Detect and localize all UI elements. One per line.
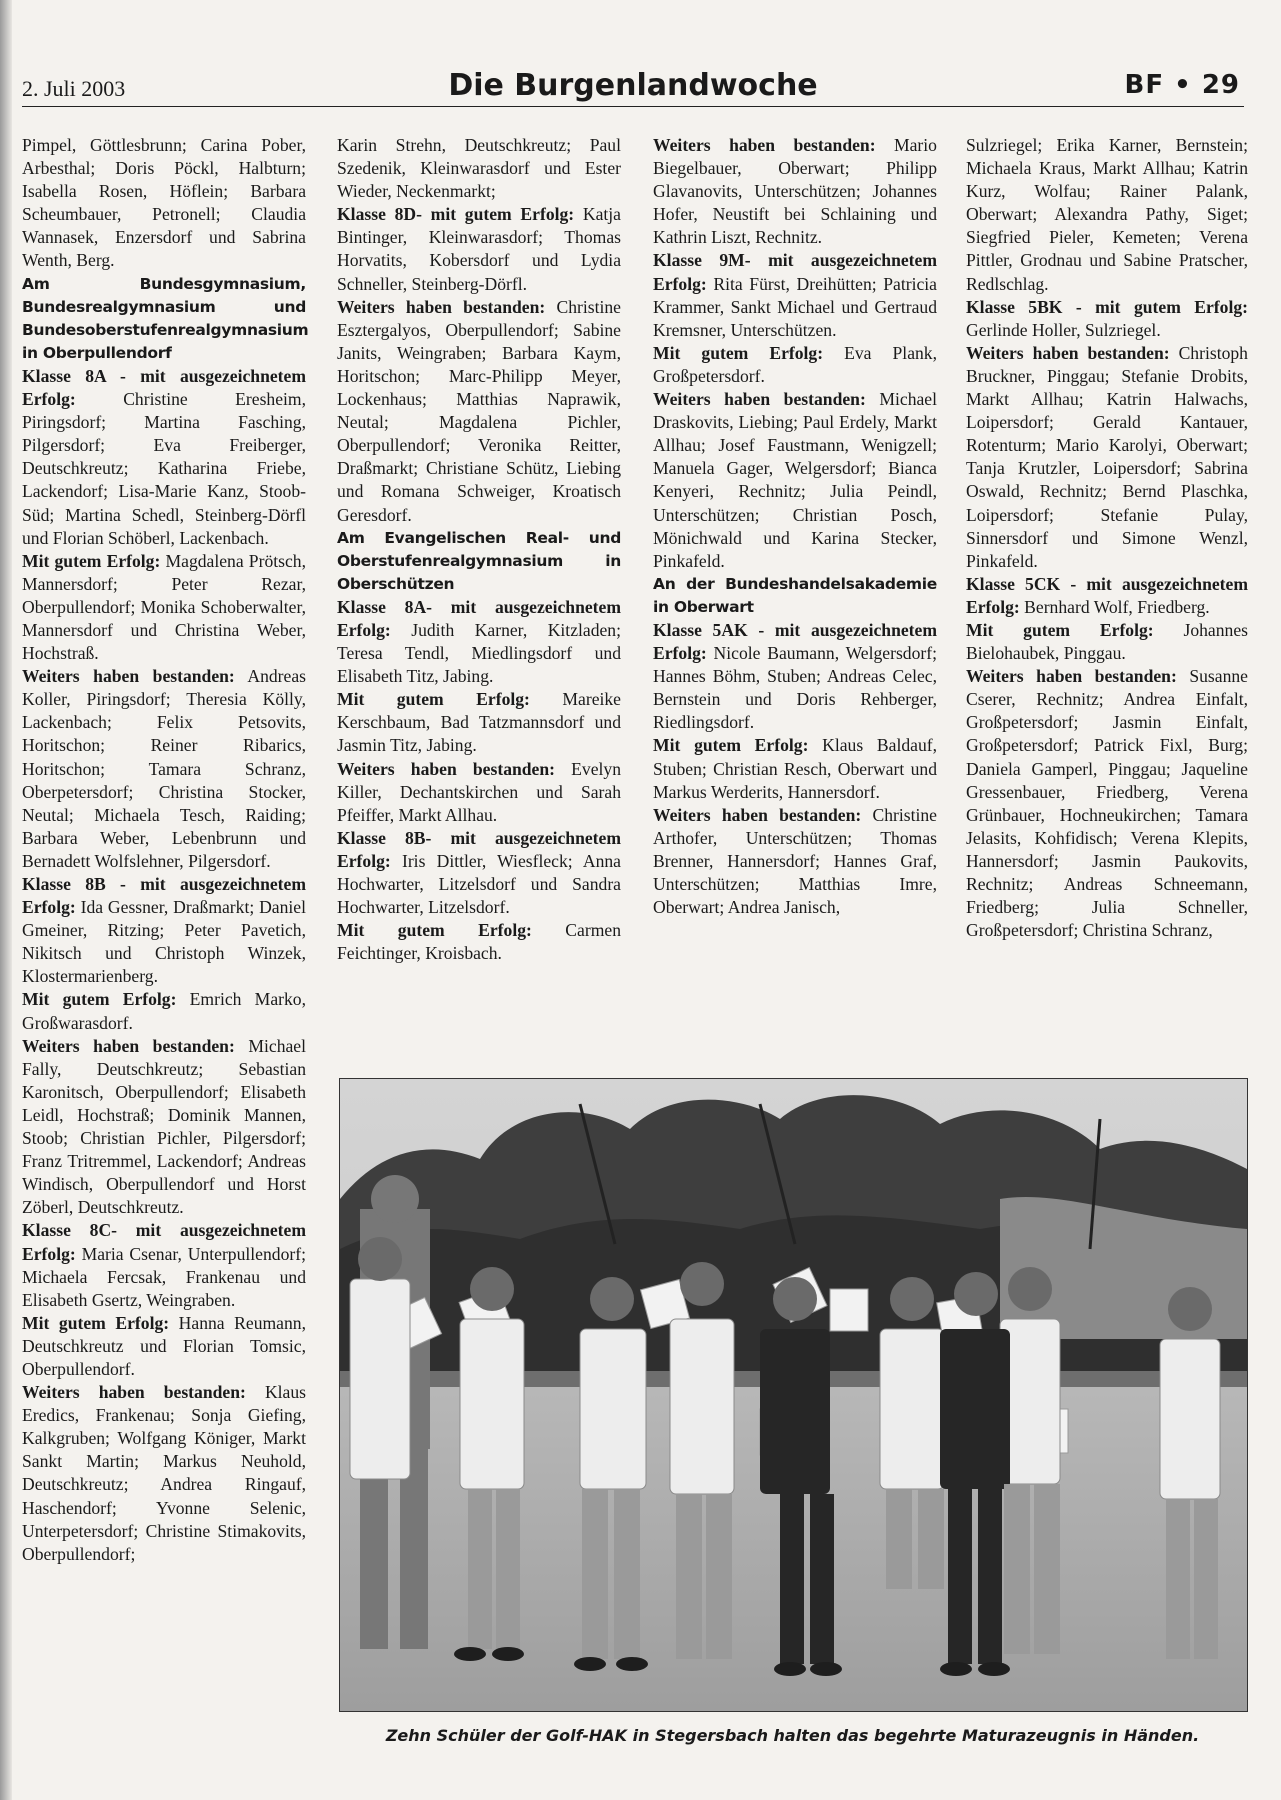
text-column-2: [337, 134, 621, 1062]
paragraph-label: Klasse 8B - mit ausgezeichnetem Erfolg:: [22, 874, 306, 918]
paragraph-text: Karin Strehn, Deutschkreutz; Paul Szedenik, Kleinwarasdorf und Ester Wieder, Neckenmarkt;: [337, 135, 621, 202]
paragraph-text: Michael Draskovits, Liebing; Paul Erdely, Markt Allhau; Josef Faustmann, Wenigzell; Manuela Gager, Welgersdorf; Bianca Kenyeri, Rechnitz; Julia Peindl, Unterschützen; Christian Posch, Mönichwald und Karina Stecker, Pinkafeld.: [653, 389, 937, 571]
paragraph-text: Klaus Baldauf, Stuben; Christian Resch, Oberwart und Markus Werderits, Hannersdorf.: [653, 735, 937, 802]
paragraph-label: Weiters haben bestanden:: [22, 1035, 235, 1056]
result-paragraph: [22, 134, 306, 273]
page-number: BF • 29: [1124, 70, 1240, 100]
result-paragraph: [966, 134, 1248, 296]
section-heading: Am Bundesgymnasium, Bundesrealgymnasium und Bundesoberstufenrealgymnasium in Oberpullendorf: [22, 274, 309, 362]
newspaper-title: Die Burgenlandwoche: [448, 68, 818, 103]
paragraph-text: Evelyn Killer, Dechantskirchen und Sarah Pfeiffer, Markt Allhau.: [337, 758, 621, 825]
paragraph-text: Eva Plank, Großpetersdorf.: [653, 342, 937, 386]
paragraph-text: Johannes Bielohaubek, Pinggau.: [966, 619, 1248, 664]
result-paragraph: [966, 342, 1248, 573]
paragraph-text: Gerlinde Holler, Sulzriegel.: [966, 319, 1161, 340]
paragraph-text: Christine Eresheim, Piringsdorf; Martina Fasching, Pilgersdorf; Eva Freiberger, Deutschkreutz; Katharina Friebe, Lackendorf; Lisa-Marie Kanz, Stoob-Süd; Martina Schedl, Steinberg-Dörfl und Florian Schöberl, Lackenbach.: [22, 389, 306, 548]
paragraph-text: Mario Biegelbauer, Oberwart; Philipp Glavanovits, Unterschützen; Johannes Hofer, Neustift bei Schlaining und Kathrin Liszt, Rechnitz.: [653, 135, 937, 248]
paragraph-text: Susanne Cserer, Rechnitz; Andrea Einfalt, Großpetersdorf; Jasmin Einfalt, Großpetersdorf; Patrick Fixl, Burg; Daniela Gamperl, Pinggau; Jaqueline Gressenbauer, Friedberg, Verena Grünbauer, Hochneukirchen; Tamara Jelasits, Kohfidisch; Verena Klepits, Hannersdorf; Jasmin Paukovits, Rechnitz; Andreas Schneemann, Friedberg; Julia Schneller, Großpetersdorf; Christina Schranz,: [966, 666, 1248, 941]
result-paragraph: [337, 688, 621, 757]
result-paragraph: [337, 134, 621, 203]
result-paragraph: [337, 827, 621, 919]
paragraph-text: Emrich Marko, Großwarasdorf.: [22, 989, 306, 1033]
section-heading: Am Evangelischen Real- und Oberstufenrealgymnasium in Oberschützen: [337, 528, 621, 593]
paragraph-label: Klasse 9M- mit ausgezeichnetem Erfolg:: [653, 250, 937, 294]
result-paragraph: [22, 1381, 306, 1566]
result-paragraph: [22, 365, 306, 550]
paragraph-label: Klasse 8B- mit ausgezeichnetem Erfolg:: [337, 827, 621, 871]
page-edge-shadow: [0, 0, 12, 1800]
paragraph-label: Weiters haben bestanden:: [653, 135, 876, 155]
paragraph-label: Klasse 5AK - mit ausgezeichnetem Erfolg:: [653, 619, 937, 664]
paragraph-label: Mit gutem Erfolg:: [653, 342, 824, 363]
paragraph-label: Mit gutem Erfolg:: [22, 1312, 170, 1333]
result-paragraph: [653, 342, 937, 388]
group-photo: [339, 1078, 1248, 1712]
result-paragraph: [22, 873, 306, 988]
paragraph-label: Mit gutem Erfolg:: [337, 920, 532, 941]
paragraph-label: Mit gutem Erfolg:: [653, 735, 809, 756]
paragraph-text: Katja Bintinger, Kleinwarasdorf; Thomas Horvatits, Kobersdorf und Lydia Schneller, Steinberg-Dörfl.: [337, 204, 621, 294]
paragraph-text: Ida Gessner, Draßmarkt; Daniel Gmeiner, Ritzing; Peter Pavetich, Nikitsch und Christoph Winzek, Klostermarienberg.: [22, 897, 306, 987]
paragraph-text: Rita Fürst, Dreihütten; Patricia Krammer, Sankt Michael und Gertraud Kremsner, Unterschützen.: [653, 273, 937, 340]
paragraph-text: Christine Arthofer, Unterschützen; Thomas Brenner, Hannersdorf; Hannes Graf, Unterschützen; Matthias Imre, Oberwart; Andrea Janisch,: [653, 804, 937, 918]
paragraph-label: Mit gutem Erfolg:: [22, 550, 161, 571]
paragraph-text: Klaus Eredics, Frankenau; Sonja Giefing, Kalkgruben; Wolfgang Königer, Markt Sankt Martin; Markus Neuhold, Deutschkreutz; Andrea Ringauf, Haschendorf; Yvonne Selenic, Unterpetersdorf; Christine Stimakovits, Oberpullendorf;: [22, 1382, 306, 1564]
paragraph-text: Maria Csenar, Unterpullendorf; Michaela Fercsak, Frankenau und Elisabeth Gsertz, Weingraben.: [22, 1243, 306, 1310]
paragraph-label: Mit gutem Erfolg:: [22, 989, 177, 1010]
paragraph-text: Sulzriegel; Erika Karner, Bernstein; Michaela Kraus, Markt Allhau; Katrin Kurz, Wolfau; Rainer Palank, Oberwart; Alexandra Pathy, Siget; Siegfried Pieler, Kemeten; Verena Pittler, Grodnau und Sabine Pratscher, Redlschlag.: [966, 135, 1248, 294]
text-column-3: [653, 134, 937, 1062]
result-paragraph: [337, 919, 621, 965]
result-paragraph: [653, 734, 937, 803]
paragraph-label: Weiters haben bestanden:: [22, 1382, 246, 1403]
paragraph-label: Weiters haben bestanden:: [653, 389, 866, 410]
paragraph-label: Weiters haben bestanden:: [22, 666, 235, 687]
photo-illustration: [340, 1079, 1247, 1711]
paragraph-label: Klasse 8A - mit ausgezeichnetem Erfolg:: [22, 365, 306, 410]
paragraph-text: Andreas Koller, Piringsdorf; Theresia Kölly, Lackenbach; Felix Petsovits, Horitschon; Reiner Ribarics, Horitschon; Tamara Schranz, Oberpetersdorf; Christina Stocker, Neutal; Michaela Tesch, Raiding; Barbara Weber, Lebenbrunn und Bernadett Wolfslehner, Pilgersdorf.: [22, 666, 306, 871]
paragraph-label: Klasse 8A- mit ausgezeichnetem Erfolg:: [337, 596, 621, 640]
paragraph-text: Christine Esztergalyos, Oberpullendorf; Sabine Janits, Weingraben; Barbara Kaym, Horitschon; Marc-Philipp Meyer, Lockenhaus; Matthias Naprawik, Neutal; Magdalena Pichler, Oberpullendorf; Veronika Reitter, Draßmarkt; Christiane Schütz, Liebing und Romana Schweiger, Kroatisch Geresdorf.: [337, 296, 621, 525]
photo-caption: Zehn Schüler der Golf-HAK in Stegersbach halten das begehrte Maturazeugnis in Händen.: [385, 1726, 1200, 1745]
paragraph-label: Weiters haben bestanden:: [966, 342, 1170, 363]
paragraph-text: Bernhard Wolf, Friedberg.: [1019, 596, 1210, 617]
result-paragraph: [337, 296, 621, 527]
paragraph-text: Hanna Reumann, Deutschkreutz und Florian Tomsic, Oberpullendorf.: [22, 1312, 306, 1379]
issue-date: 2. Juli 2003: [22, 76, 126, 101]
paragraph-label: Klasse 8C- mit ausgezeichnetem Erfolg:: [22, 1220, 306, 1264]
result-paragraph: [966, 665, 1248, 942]
result-paragraph: [337, 758, 621, 827]
result-paragraph: [22, 1219, 306, 1311]
result-paragraph: [22, 1035, 306, 1220]
result-paragraph: [653, 249, 937, 341]
page-header: [22, 66, 1244, 107]
paragraph-label: Weiters haben bestanden:: [337, 758, 556, 779]
result-paragraph: [966, 296, 1248, 342]
paragraph-text: Magdalena Prötsch, Mannersdorf; Peter Rezar, Oberpullendorf; Monika Schoberwalter, Mannersdorf und Christina Weber, Hochstraß.: [22, 550, 306, 664]
paragraph-label: Klasse 8D- mit gutem Erfolg:: [337, 204, 575, 225]
result-paragraph: [22, 988, 306, 1034]
result-paragraph: [653, 134, 937, 249]
paragraph-text: Judith Karner, Kitzladen; Teresa Tendl, Miedlingsdorf und Elisabeth Titz, Jabing.: [337, 619, 621, 687]
result-paragraph: [22, 665, 306, 873]
paragraph-label: Weiters haben bestanden:: [337, 296, 546, 317]
result-paragraph: [966, 573, 1248, 619]
result-paragraph: [653, 388, 937, 573]
paragraph-label: Klasse 5BK - mit gutem Erfolg:: [966, 296, 1248, 317]
paragraph-text: Iris Dittler, Wiesfleck; Anna Hochwarter, Litzelsdorf und Sandra Hochwarter, Litzelsdorf.: [337, 850, 621, 918]
paragraph-text: Nicole Baumann, Welgersdorf; Hannes Böhm, Stuben; Andreas Celec, Bernstein und Doris Rehberger, Riedlingsdorf.: [653, 643, 937, 733]
result-paragraph: [22, 550, 306, 665]
text-column-1: [22, 134, 309, 1754]
result-paragraph: [966, 619, 1248, 665]
paragraph-text: Mareike Kerschbaum, Bad Tatzmannsdorf und Jasmin Titz, Jabing.: [337, 689, 621, 756]
paragraph-label: Weiters haben bestanden:: [966, 666, 1177, 687]
result-paragraph: [22, 1312, 306, 1381]
result-paragraph: [337, 203, 621, 295]
paragraph-text: Pimpel, Göttlesbrunn; Carina Pober, Arbesthal; Doris Pöckl, Halbturn; Isabella Rosen, Höflein; Barbara Scheumbauer, Petronell; Claudia Wannasek, Enzersdorf und Sabrina Wenth, Berg.: [22, 135, 306, 271]
text-column-4: [966, 134, 1248, 1062]
section-heading: An der Bundeshandelsakademie in Oberwart: [653, 574, 937, 616]
paragraph-label: Weiters haben bestanden:: [653, 804, 862, 825]
paragraph-text: Christoph Bruckner, Pinggau; Stefanie Drobits, Markt Allhau; Katrin Halwachs, Loipersdorf; Gerald Kantauer, Rotenturm; Mario Karolyi, Oberwart; Tanja Krutzler, Loipersdorf; Sabrina Oswald, Rechnitz; Bernd Plaschka, Loipersdorf; Stefanie Pulay, Sinnersdorf und Simone Wenzl, Pinkafeld.: [966, 342, 1248, 571]
result-paragraph: [337, 596, 621, 688]
paragraph-label: Klasse 5CK - mit ausgezeichnetem Erfolg:: [966, 573, 1248, 617]
paragraph-text: Michael Fally, Deutschkreutz; Sebastian Karonitsch, Oberpullendorf; Elisabeth Leidl, Hochstraß; Dominik Mannen, Stoob; Christian Pichler, Pilgersdorf; Franz Tritremmel, Lackendorf; Andreas Windisch, Oberpullendorf und Horst Zöberl, Deutschkreutz.: [22, 1035, 306, 1218]
paragraph-label: Mit gutem Erfolg:: [337, 689, 530, 710]
paragraph-text: Carmen Feichtinger, Kroisbach.: [337, 920, 621, 964]
result-paragraph: [653, 804, 937, 919]
paragraph-label: Mit gutem Erfolg:: [966, 619, 1154, 640]
result-paragraph: [653, 619, 937, 734]
